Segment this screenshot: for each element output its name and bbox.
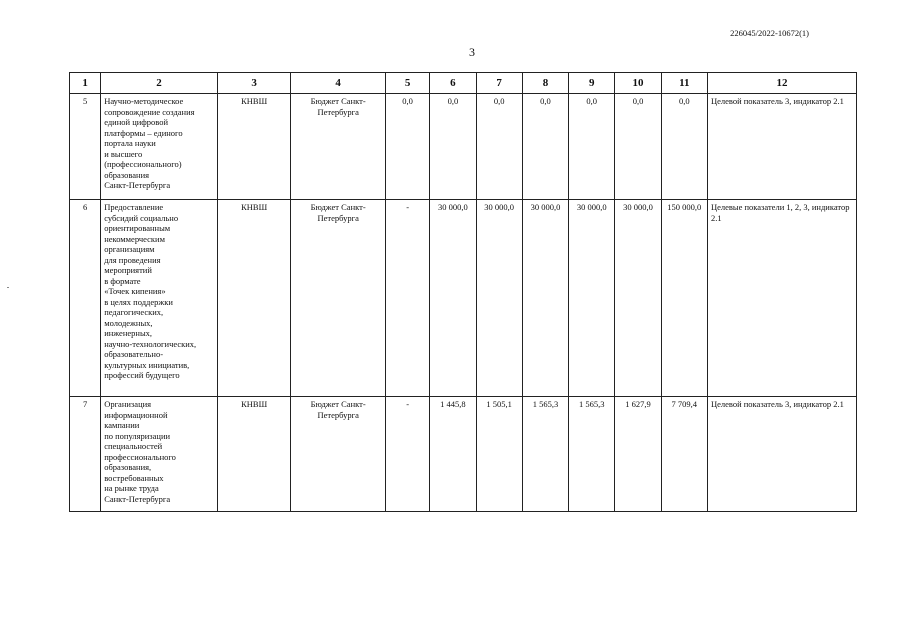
- measure-description: [101, 200, 218, 397]
- description-line: в целях поддержки: [104, 296, 173, 307]
- description-line: по популяризации: [104, 430, 171, 441]
- table-row: [70, 94, 857, 200]
- indicator-cell: Целевой показатель 3, индикатор 2.1: [707, 397, 856, 512]
- description-line: организациям: [104, 244, 155, 254]
- total-cell: 150 000,0: [661, 200, 707, 397]
- header-row: [70, 73, 857, 94]
- column-header: 5: [385, 73, 429, 94]
- value-cell: 1 627,9: [615, 397, 661, 512]
- description-line: научно-технологических,: [104, 338, 197, 349]
- measure-description: [101, 397, 218, 512]
- row-number: 7: [70, 397, 101, 512]
- column-header: 3: [217, 73, 290, 94]
- column-header: 1: [70, 73, 101, 94]
- description-line: специальностей: [104, 441, 163, 451]
- column-header: 9: [569, 73, 615, 94]
- value-cell: 30 000,0: [569, 200, 615, 397]
- column-header: 12: [707, 73, 856, 94]
- description-line: информационной: [104, 409, 168, 420]
- description-line: Научно-методическое: [104, 96, 184, 106]
- column-header: 8: [522, 73, 568, 94]
- funding-source-cell: Бюджет Санкт-Петербурга: [291, 200, 386, 397]
- description-line: единой цифровой: [104, 117, 169, 127]
- description-line: некоммерческим: [104, 233, 165, 244]
- measure-description: [101, 94, 218, 200]
- description-line: образования: [104, 169, 150, 180]
- value-cell: 1 565,3: [569, 397, 615, 512]
- description-line: портала науки: [104, 138, 156, 148]
- document-id: 226045/2022-10672(1): [730, 28, 809, 38]
- description-line: профессионального: [104, 451, 176, 462]
- column-header: 4: [291, 73, 386, 94]
- description-line: инженерных,: [104, 328, 153, 338]
- value-cell: 30 000,0: [430, 200, 476, 397]
- value-cell: 0,0: [430, 94, 476, 200]
- margin-mark: [7, 287, 9, 288]
- description-line: «Точек кипения»: [104, 286, 166, 296]
- value-cell: 30 000,0: [522, 200, 568, 397]
- executor-cell: КНВШ: [217, 397, 290, 512]
- program-table: [69, 72, 857, 512]
- total-cell: 7 709,4: [661, 397, 707, 512]
- description-line: культурных инициатив,: [104, 359, 190, 370]
- description-line: (профессионального): [104, 159, 182, 169]
- page-number: 3: [469, 45, 475, 59]
- row-number: 5: [70, 94, 101, 200]
- value-cell: 1 505,1: [476, 397, 522, 512]
- value-cell: 30 000,0: [615, 200, 661, 397]
- description-line: Санкт-Петербурга: [104, 493, 171, 504]
- column-header: 7: [476, 73, 522, 94]
- description-line: мероприятий: [104, 265, 152, 275]
- description-line: педагогических,: [104, 307, 164, 317]
- value-cell: 1 445,8: [430, 397, 476, 512]
- value-cell: 0,0: [615, 94, 661, 200]
- description-line: ориентированным: [104, 223, 171, 233]
- executor-cell: КНВШ: [217, 94, 290, 200]
- value-cell: 0,0: [569, 94, 615, 200]
- description-line: и высшего: [104, 148, 143, 159]
- description-line: Предоставление: [104, 202, 164, 212]
- column-header: 2: [101, 73, 218, 94]
- table-row: [70, 200, 857, 397]
- description-line: на рынке труда: [104, 483, 159, 493]
- column-header: 6: [430, 73, 476, 94]
- value-cell: 0,0: [385, 94, 429, 200]
- funding-source-cell: Бюджет Санкт-Петербурга: [291, 397, 386, 512]
- indicator-cell: Целевые показатели 1, 2, 3, индикатор 2.1: [707, 200, 856, 397]
- description-line: кампании: [104, 420, 140, 430]
- description-line: молодежных,: [104, 317, 153, 328]
- table-row: [70, 397, 857, 512]
- column-header: 11: [661, 73, 707, 94]
- description-line: Организация: [104, 399, 152, 409]
- executor-cell: КНВШ: [217, 200, 290, 397]
- description-line: востребованных: [104, 472, 164, 483]
- value-cell: 30 000,0: [476, 200, 522, 397]
- description-line: профессий будущего: [104, 370, 180, 380]
- description-line: сопровождение создания: [104, 106, 195, 117]
- value-cell: 1 565,3: [522, 397, 568, 512]
- description-line: субсидий социально: [104, 212, 179, 223]
- indicator-cell: Целевой показатель 3, индикатор 2.1: [707, 94, 856, 200]
- value-cell: 0,0: [476, 94, 522, 200]
- value-cell: -: [385, 200, 429, 397]
- description-line: в формате: [104, 275, 141, 286]
- description-line: платформы – единого: [104, 127, 183, 138]
- description-line: Санкт-Петербурга: [104, 180, 171, 190]
- total-cell: 0,0: [661, 94, 707, 200]
- description-line: образования,: [104, 462, 152, 472]
- description-line: образовательно-: [104, 349, 164, 359]
- column-header: 10: [615, 73, 661, 94]
- row-number: 6: [70, 200, 101, 397]
- value-cell: -: [385, 397, 429, 512]
- value-cell: 0,0: [522, 94, 568, 200]
- funding-source-cell: Бюджет Санкт-Петербурга: [291, 94, 386, 200]
- description-line: для проведения: [104, 254, 161, 265]
